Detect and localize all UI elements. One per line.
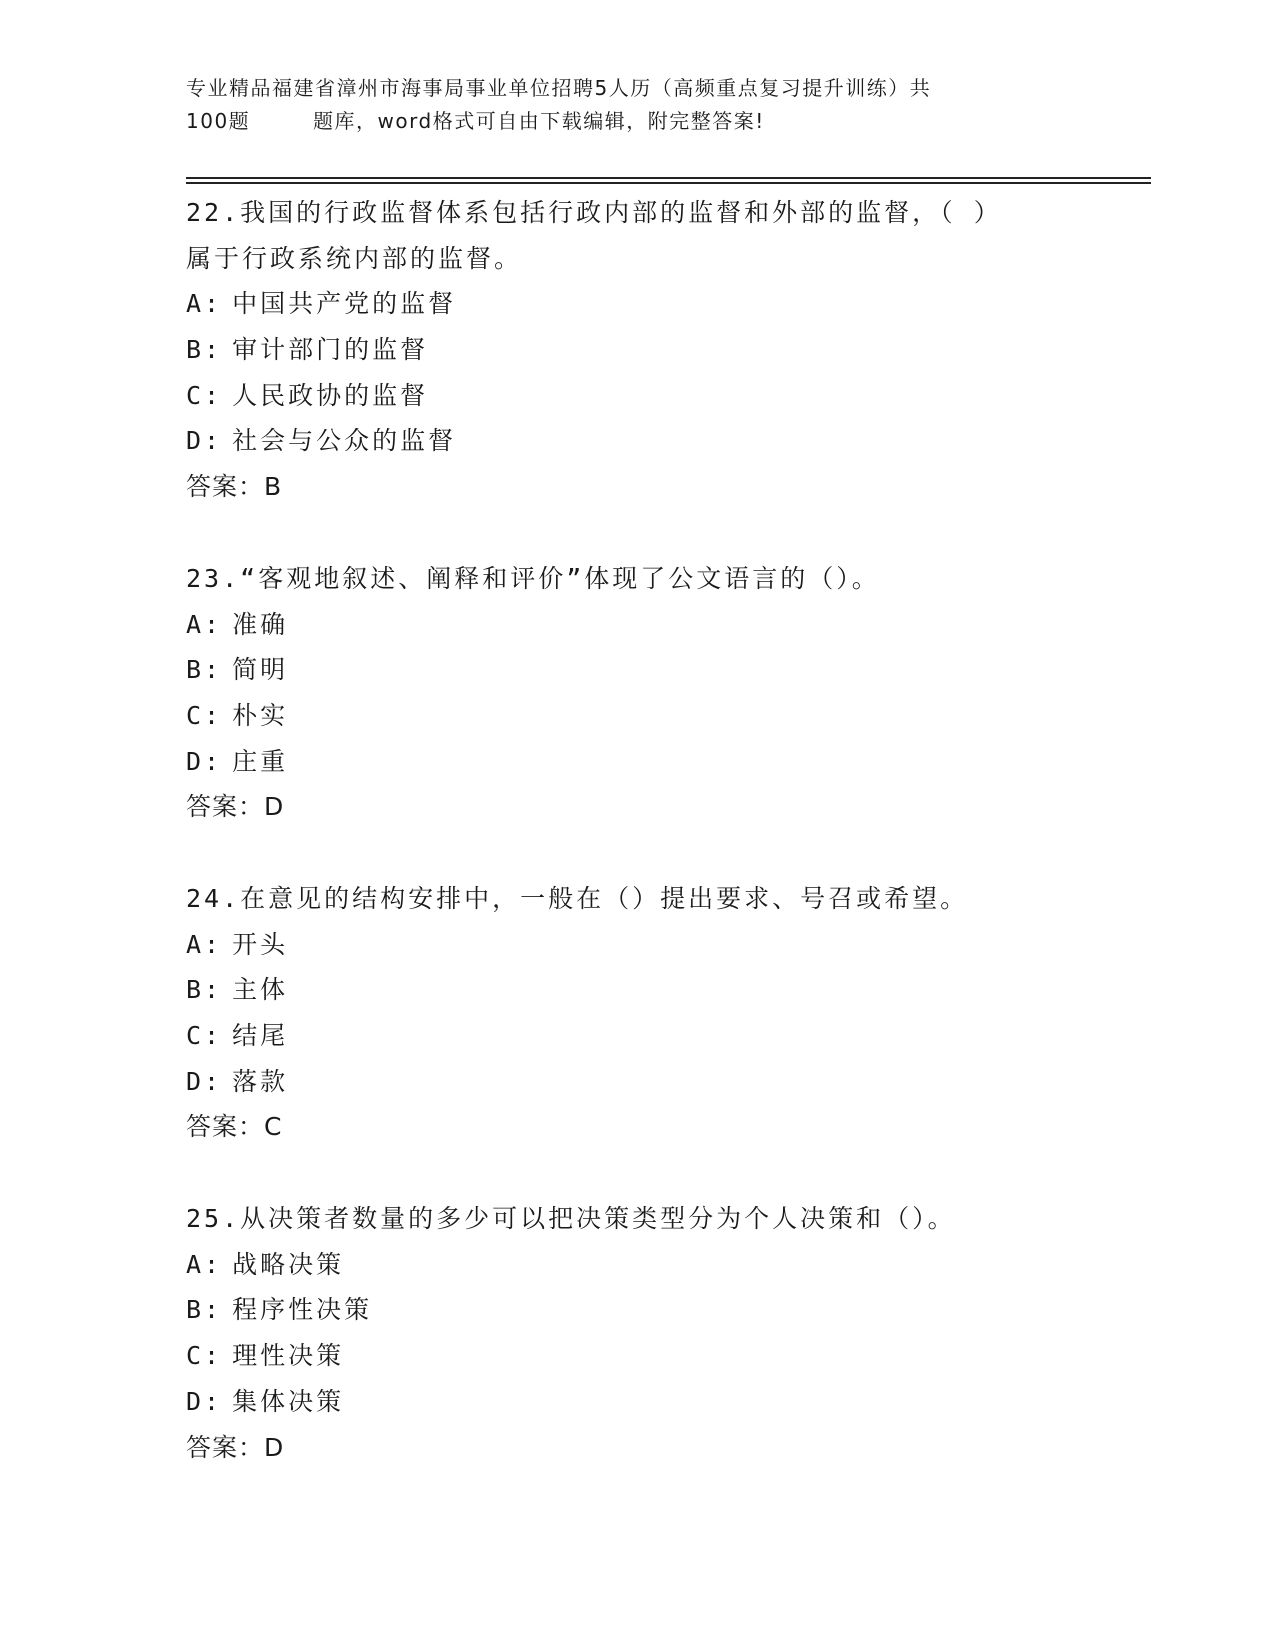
option-text: 主体: [232, 975, 289, 1005]
option-letter: A:: [186, 1249, 223, 1279]
header-divider-top: [186, 177, 1151, 179]
option-letter: A:: [186, 609, 223, 639]
option-letter: B:: [186, 335, 223, 365]
question-stem: 25.从决策者数量的多少可以把决策类型分为个人决策和（）。: [186, 1204, 956, 1234]
question-25: [186, 1196, 1086, 1470]
option-letter: C:: [186, 1341, 223, 1371]
option-letter: A:: [186, 289, 223, 319]
option-text: 理性决策: [232, 1341, 345, 1371]
answer-line: 答案：D: [186, 1432, 285, 1462]
option-text: 落款: [232, 1066, 289, 1096]
question-23: [186, 556, 1086, 830]
option-text: 中国共产党的监督: [232, 289, 457, 319]
option-text: 审计部门的监督: [232, 335, 429, 365]
header-divider-bottom: [186, 182, 1151, 184]
option-b: [186, 647, 1086, 693]
option-text: 开头: [232, 929, 289, 959]
option-a: [186, 281, 1086, 327]
option-b: [186, 1287, 1086, 1333]
option-a: [186, 602, 1086, 648]
option-b: [186, 967, 1086, 1013]
option-text: 庄重: [232, 746, 289, 776]
answer-line: 答案：C: [186, 1112, 283, 1142]
option-letter: D:: [186, 746, 223, 776]
document-header: [186, 72, 1066, 138]
option-c: [186, 1013, 1086, 1059]
option-text: 简明: [232, 655, 289, 685]
option-d: [186, 1059, 1086, 1105]
option-text: 人民政协的监督: [232, 380, 429, 410]
question-24: [186, 876, 1086, 1150]
option-letter: B:: [186, 1295, 223, 1325]
option-text: 集体决策: [232, 1386, 345, 1416]
question-stem: 22.我国的行政监督体系包括行政内部的监督和外部的监督，（ ）: [186, 198, 1002, 227]
option-letter: B:: [186, 655, 223, 685]
option-letter: C:: [186, 380, 223, 410]
option-letter: D:: [186, 426, 223, 456]
option-c: [186, 373, 1086, 419]
question-22: [186, 190, 1086, 510]
option-letter: D:: [186, 1386, 223, 1416]
option-text: 程序性决策: [232, 1295, 373, 1325]
option-text: 战略决策: [232, 1249, 345, 1279]
option-d: [186, 418, 1086, 464]
answer-line: 答案：D: [186, 792, 285, 822]
answer-line: 答案：B: [186, 472, 283, 502]
option-text: 朴实: [232, 700, 289, 730]
header-line-1: 专业精品福建省漳州市海事局事业单位招聘5人历（高频重点复习提升训练）共: [186, 76, 932, 100]
option-b: [186, 327, 1086, 373]
option-c: [186, 1333, 1086, 1379]
option-a: [186, 922, 1086, 968]
option-text: 社会与公众的监督: [232, 426, 457, 456]
option-letter: D:: [186, 1066, 223, 1096]
option-letter: C:: [186, 1021, 223, 1050]
option-letter: C:: [186, 700, 223, 730]
option-letter: A:: [186, 929, 223, 959]
option-letter: B:: [186, 975, 223, 1005]
option-a: [186, 1242, 1086, 1288]
question-stem-continued: 属于行政系统内部的监督。: [186, 243, 523, 273]
option-d: [186, 739, 1086, 785]
option-text: 准确: [232, 609, 289, 639]
header-line-2: 100题 题库，word格式可自由下载编辑，附完整答案!: [186, 109, 765, 133]
option-c: [186, 693, 1086, 739]
question-list: [186, 190, 1086, 1516]
option-text: 结尾: [232, 1021, 289, 1050]
option-d: [186, 1379, 1086, 1425]
question-stem: 23.“客观地叙述、阐释和评价”体现了公文语言的（）。: [186, 563, 880, 593]
question-stem: 24.在意见的结构安排中，一般在（）提出要求、号召或希望。: [186, 883, 969, 913]
